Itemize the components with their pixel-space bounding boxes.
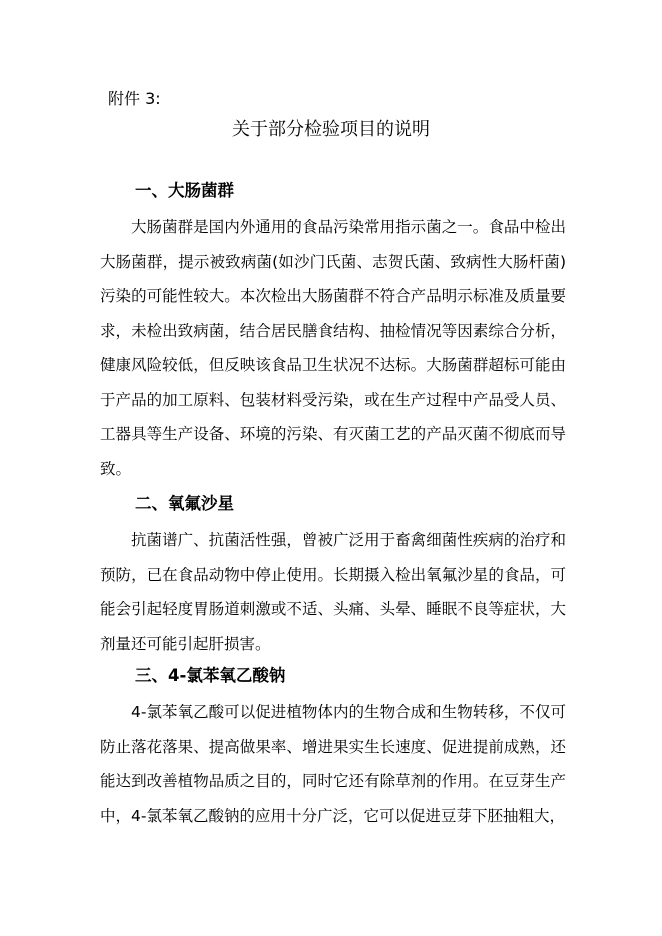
section-heading-ofloxacin: 二、氧氟沙星: [135, 494, 234, 513]
section-body-coliform: 大肠菌群是国内外通用的食品污染常用指示菌之一。食品中检出大肠菌群，提示被致病菌(如沙门氏菌、志贺氏菌、致病性大肠杆菌)污染的可能性较大。本次检出大肠菌群不符合产品明示标准及质量要求，未检出致病菌，结合居民膳食结构、抽检情况等因素综合分析，健康风险较低，但反映该食品卫生状况不达标。大肠菌群超标可能由于产品的加工原料、包装材料受污染，或在生产过程中产品受人员、工器具等生产设备、环境的污染、有灭菌工艺的产品灭菌不彻底而导致。: [100, 218, 566, 478]
section-heading-4-cpa-sodium: 三、4-氯苯氧乙酸钠: [135, 666, 286, 685]
section-body-4-cpa-sodium: 4-氯苯氧乙酸可以促进植物体内的生物合成和生物转移，不仅可防止落花落果、提高做果率、增进果实生长速度、促进提前成熟，还能达到改善植物品质之目的，同时它还有除草剂的作用。在豆芽生产中，4-氯苯氧乙酸钠的应用十分广泛，它可以促进豆芽下胚抽粗大，: [100, 703, 566, 825]
section-heading-coliform: 一、大肠菌群: [135, 181, 234, 200]
document-title: 关于部分检验项目的说明: [232, 119, 430, 140]
section-body-ofloxacin: 抗菌谱广、抗菌活性强，曾被广泛用于畜禽细菌性疾病的治疗和预防，已在食品动物中停止使用。长期摄入检出氧氟沙星的食品，可能会引起轻度胃肠道刺激或不适、头痛、头晕、睡眠不良等症状，大剂量还可能引起肝损害。: [100, 531, 566, 653]
attachment-label: 附件 3:: [108, 89, 161, 108]
